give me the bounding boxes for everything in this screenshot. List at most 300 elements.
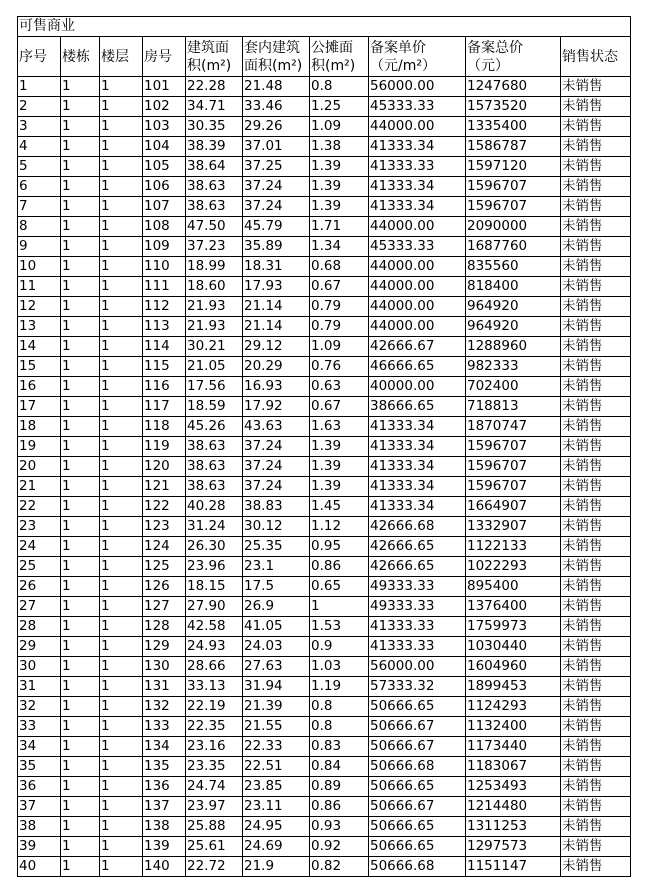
table-cell: 1173440	[466, 737, 561, 757]
table-cell: 1.71	[310, 217, 369, 237]
table-cell: 18.99	[186, 257, 243, 277]
table-cell: 18	[18, 417, 61, 437]
table-cell: 1214480	[466, 797, 561, 817]
table-cell: 23.96	[186, 557, 243, 577]
table-cell: 0.82	[310, 857, 369, 877]
table-cell: 4	[18, 137, 61, 157]
table-cell: 1	[100, 157, 143, 177]
table-cell: 0.76	[310, 357, 369, 377]
table-cell: 1	[100, 637, 143, 657]
table-cell: 35	[18, 757, 61, 777]
table-cell: 9	[18, 237, 61, 257]
table-cell: 0.79	[310, 317, 369, 337]
table-cell: 44000.00	[369, 317, 466, 337]
table-cell: 1596707	[466, 457, 561, 477]
table-cell: 1	[100, 477, 143, 497]
column-header-line2: 积(m²)	[311, 57, 356, 74]
table-cell: 41333.34	[369, 177, 466, 197]
table-cell: 5	[18, 157, 61, 177]
table-cell: 104	[143, 137, 186, 157]
table-cell: 1124293	[466, 697, 561, 717]
table-row	[18, 817, 631, 837]
table-cell: 140	[143, 857, 186, 877]
table-cell: 31.24	[186, 517, 243, 537]
column-header-line2: 面积(m²)	[244, 57, 303, 74]
table-cell: 17.5	[243, 577, 310, 597]
table-cell: 7	[18, 197, 61, 217]
table-cell: 1	[100, 657, 143, 677]
table-cell: 1	[100, 97, 143, 117]
table-cell: 41333.34	[369, 497, 466, 517]
table-cell: 1	[61, 377, 100, 397]
table-cell: 1.39	[310, 457, 369, 477]
table-cell: 1	[61, 757, 100, 777]
table-cell: 118	[143, 417, 186, 437]
table-cell: 40	[18, 857, 61, 877]
table-row	[18, 97, 631, 117]
table-cell: 42666.67	[369, 337, 466, 357]
column-header-line1: 备案单价	[370, 39, 426, 56]
table-cell: 108	[143, 217, 186, 237]
table-cell: 未销售	[561, 457, 631, 477]
table-cell: 50666.67	[369, 797, 466, 817]
table-cell: 未销售	[561, 617, 631, 637]
table-cell: 未销售	[561, 837, 631, 857]
table-cell: 0.8	[310, 77, 369, 97]
table-cell: 3	[18, 117, 61, 137]
table-cell: 19	[18, 437, 61, 457]
table-row	[18, 377, 631, 397]
table-cell: 1	[61, 237, 100, 257]
table-cell: 1	[61, 437, 100, 457]
column-header-line1: 套内建筑	[244, 39, 300, 56]
column-header	[369, 37, 466, 77]
table-row	[18, 597, 631, 617]
table-cell: 37.01	[243, 137, 310, 157]
table-cell: 1	[100, 497, 143, 517]
table-cell: 1	[100, 777, 143, 797]
table-cell: 42666.68	[369, 517, 466, 537]
table-row	[18, 297, 631, 317]
table-cell: 112	[143, 297, 186, 317]
table-cell: 未销售	[561, 477, 631, 497]
table-cell: 43.63	[243, 417, 310, 437]
table-cell: 1.25	[310, 97, 369, 117]
table-cell: 718813	[466, 397, 561, 417]
column-header-line1: 公摊面	[311, 39, 353, 56]
table-cell: 41333.34	[369, 457, 466, 477]
table-cell: 1664907	[466, 497, 561, 517]
table-cell: 1	[310, 597, 369, 617]
table-cell: 1288960	[466, 337, 561, 357]
table-cell: 1	[61, 457, 100, 477]
table-cell: 42666.65	[369, 537, 466, 557]
table-cell: 56000.00	[369, 657, 466, 677]
table-cell: 14	[18, 337, 61, 357]
table-cell: 41333.34	[369, 137, 466, 157]
table-cell: 25.35	[243, 537, 310, 557]
table-cell: 31	[18, 677, 61, 697]
table-row	[18, 717, 631, 737]
table-row	[18, 237, 631, 257]
table-cell: 21.48	[243, 77, 310, 97]
table-cell: 1	[61, 537, 100, 557]
table-cell: 1	[18, 77, 61, 97]
table-cell: 17.92	[243, 397, 310, 417]
table-cell: 25.88	[186, 817, 243, 837]
table-cell: 1	[61, 577, 100, 597]
table-cell: 40000.00	[369, 377, 466, 397]
table-cell: 1	[61, 477, 100, 497]
table-cell: 124	[143, 537, 186, 557]
table-cell: 1122133	[466, 537, 561, 557]
column-header-line2: （元）	[467, 57, 509, 74]
table-row	[18, 777, 631, 797]
table-cell: 1	[100, 417, 143, 437]
table-cell: 50666.68	[369, 857, 466, 877]
table-cell: 未销售	[561, 597, 631, 617]
table-cell: 1	[61, 777, 100, 797]
table-cell: 1	[61, 677, 100, 697]
table-cell: 1	[61, 417, 100, 437]
table-cell: 0.68	[310, 257, 369, 277]
table-cell: 21.9	[243, 857, 310, 877]
table-cell: 24.69	[243, 837, 310, 857]
table-cell: 23.16	[186, 737, 243, 757]
table-cell: 135	[143, 757, 186, 777]
table-cell: 1	[61, 797, 100, 817]
table-cell: 1297573	[466, 837, 561, 857]
table-cell: 未销售	[561, 697, 631, 717]
table-cell: 1	[100, 697, 143, 717]
table-row	[18, 857, 631, 877]
table-cell: 1	[61, 557, 100, 577]
table-cell: 127	[143, 597, 186, 617]
table-cell: 130	[143, 657, 186, 677]
table-row	[18, 417, 631, 437]
table-cell: 未销售	[561, 537, 631, 557]
table-cell: 1	[100, 217, 143, 237]
table-cell: 24.93	[186, 637, 243, 657]
table-cell: 44000.00	[369, 257, 466, 277]
table-cell: 24.95	[243, 817, 310, 837]
table-cell: 11	[18, 277, 61, 297]
column-header	[18, 37, 61, 77]
table-cell: 0.95	[310, 537, 369, 557]
table-cell: 1	[100, 317, 143, 337]
table-cell: 107	[143, 197, 186, 217]
table-cell: 115	[143, 357, 186, 377]
table-cell: 0.9	[310, 637, 369, 657]
table-cell: 0.84	[310, 757, 369, 777]
table-row	[18, 677, 631, 697]
table-cell: 22	[18, 497, 61, 517]
table-cell: 12	[18, 297, 61, 317]
table-cell: 1	[100, 757, 143, 777]
table-cell: 38.63	[186, 437, 243, 457]
table-cell: 23	[18, 517, 61, 537]
table-cell: 未销售	[561, 177, 631, 197]
table-cell: 41333.33	[369, 157, 466, 177]
table-cell: 1	[100, 837, 143, 857]
table-cell: 39	[18, 837, 61, 857]
table-cell: 1597120	[466, 157, 561, 177]
table-cell: 1.39	[310, 157, 369, 177]
table-cell: 982333	[466, 357, 561, 377]
table-cell: 25	[18, 557, 61, 577]
table-cell: 1687760	[466, 237, 561, 257]
column-header-line1: 销售状态	[562, 48, 618, 65]
table-cell: 1.39	[310, 177, 369, 197]
table-cell: 1	[61, 77, 100, 97]
table-cell: 33.13	[186, 677, 243, 697]
table-cell: 1	[61, 317, 100, 337]
table-cell: 139	[143, 837, 186, 857]
table-cell: 120	[143, 457, 186, 477]
table-cell: 26	[18, 577, 61, 597]
table-cell: 21.14	[243, 317, 310, 337]
column-header-line1: 房号	[144, 48, 172, 65]
table-cell: 702400	[466, 377, 561, 397]
table-cell: 32	[18, 697, 61, 717]
table-cell: 24.03	[243, 637, 310, 657]
table-row	[18, 137, 631, 157]
table-cell: 37.24	[243, 197, 310, 217]
table-cell: 1	[100, 457, 143, 477]
table-cell: 10	[18, 257, 61, 277]
table-row	[18, 157, 631, 177]
table-cell: 1	[100, 557, 143, 577]
table-cell: 1	[100, 737, 143, 757]
table-cell: 1	[100, 137, 143, 157]
table-cell: 未销售	[561, 97, 631, 117]
column-header	[561, 37, 631, 77]
table-cell: 117	[143, 397, 186, 417]
column-header	[143, 37, 186, 77]
table-cell: 1332907	[466, 517, 561, 537]
table-cell: 1604960	[466, 657, 561, 677]
table-cell: 24.74	[186, 777, 243, 797]
table-cell: 未销售	[561, 657, 631, 677]
table-cell: 29	[18, 637, 61, 657]
table-cell: 1	[61, 197, 100, 217]
table-cell: 未销售	[561, 517, 631, 537]
table-cell: 38.63	[186, 477, 243, 497]
table-cell: 37.24	[243, 177, 310, 197]
table-row	[18, 117, 631, 137]
table-cell: 未销售	[561, 437, 631, 457]
table-cell: 未销售	[561, 557, 631, 577]
table-cell: 未销售	[561, 497, 631, 517]
table-cell: 1596707	[466, 437, 561, 457]
table-cell: 137	[143, 797, 186, 817]
table-cell: 109	[143, 237, 186, 257]
table-cell: 1.38	[310, 137, 369, 157]
table-cell: 1	[61, 697, 100, 717]
column-header-line1: 楼层	[101, 48, 129, 65]
table-cell: 0.83	[310, 737, 369, 757]
table-cell: 1	[100, 677, 143, 697]
column-header	[310, 37, 369, 77]
table-cell: 138	[143, 817, 186, 837]
table-cell: 0.67	[310, 397, 369, 417]
table-cell: 1	[100, 257, 143, 277]
table-cell: 23.1	[243, 557, 310, 577]
table-cell: 964920	[466, 317, 561, 337]
table-cell: 1.09	[310, 337, 369, 357]
table-cell: 16.93	[243, 377, 310, 397]
table-cell: 110	[143, 257, 186, 277]
table-cell: 44000.00	[369, 277, 466, 297]
table-cell: 28	[18, 617, 61, 637]
table-cell: 50666.67	[369, 737, 466, 757]
table-cell: 1899453	[466, 677, 561, 697]
table-cell: 20.29	[243, 357, 310, 377]
table-cell: 1	[100, 117, 143, 137]
table-cell: 1	[100, 717, 143, 737]
table-cell: 105	[143, 157, 186, 177]
table-cell: 1	[100, 237, 143, 257]
table-cell: 未销售	[561, 317, 631, 337]
table-cell: 1	[61, 497, 100, 517]
table-cell: 1253493	[466, 777, 561, 797]
table-cell: 1151147	[466, 857, 561, 877]
table-cell: 36	[18, 777, 61, 797]
table-cell: 29.12	[243, 337, 310, 357]
table-cell: 1	[100, 517, 143, 537]
table-cell: 1	[61, 277, 100, 297]
table-cell: 0.89	[310, 777, 369, 797]
table-cell: 38.63	[186, 177, 243, 197]
table-cell: 未销售	[561, 277, 631, 297]
table-cell: 未销售	[561, 117, 631, 137]
table-cell: 34	[18, 737, 61, 757]
table-cell: 1759973	[466, 617, 561, 637]
table-cell: 1	[61, 837, 100, 857]
table-cell: 103	[143, 117, 186, 137]
table-cell: 21.39	[243, 697, 310, 717]
table-cell: 1311253	[466, 817, 561, 837]
table-cell: 34.71	[186, 97, 243, 117]
table-cell: 1.39	[310, 477, 369, 497]
table-cell: 0.67	[310, 277, 369, 297]
table-cell: 1	[100, 297, 143, 317]
table-row	[18, 257, 631, 277]
table-cell: 1	[100, 197, 143, 217]
table-cell: 1335400	[466, 117, 561, 137]
table-cell: 0.8	[310, 697, 369, 717]
table-cell: 未销售	[561, 137, 631, 157]
table-cell: 未销售	[561, 357, 631, 377]
table-cell: 1	[100, 337, 143, 357]
table-cell: 未销售	[561, 337, 631, 357]
table-cell: 1	[61, 257, 100, 277]
table-cell: 38	[18, 817, 61, 837]
table-cell: 1	[100, 357, 143, 377]
table-cell: 18.15	[186, 577, 243, 597]
table-cell: 25.61	[186, 837, 243, 857]
table-cell: 38.83	[243, 497, 310, 517]
table-cell: 未销售	[561, 817, 631, 837]
table-cell: 21.55	[243, 717, 310, 737]
table-row	[18, 757, 631, 777]
table-cell: 964920	[466, 297, 561, 317]
table-cell: 1	[100, 77, 143, 97]
table-cell: 1	[61, 857, 100, 877]
table-row	[18, 397, 631, 417]
table-cell: 50666.68	[369, 757, 466, 777]
table-row	[18, 797, 631, 817]
table-row	[18, 497, 631, 517]
table-cell: 1	[100, 817, 143, 837]
column-header	[100, 37, 143, 77]
table-cell: 114	[143, 337, 186, 357]
table-cell: 41333.33	[369, 637, 466, 657]
table-cell: 1	[61, 517, 100, 537]
table-cell: 111	[143, 277, 186, 297]
table-cell: 44000.00	[369, 297, 466, 317]
table-cell: 1	[61, 397, 100, 417]
table-cell: 1.45	[310, 497, 369, 517]
table-cell: 1	[100, 397, 143, 417]
table-cell: 44000.00	[369, 117, 466, 137]
table-cell: 22.33	[243, 737, 310, 757]
table-cell: 1	[100, 577, 143, 597]
table-cell: 1	[61, 357, 100, 377]
table-cell: 29.26	[243, 117, 310, 137]
table-cell: 未销售	[561, 217, 631, 237]
table-cell: 45.79	[243, 217, 310, 237]
table-cell: 未销售	[561, 857, 631, 877]
table-cell: 44000.00	[369, 217, 466, 237]
table-cell: 42666.65	[369, 557, 466, 577]
table-cell: 1030440	[466, 637, 561, 657]
table-cell: 未销售	[561, 157, 631, 177]
table-cell: 未销售	[561, 677, 631, 697]
table-cell: 2	[18, 97, 61, 117]
commercial-units-table	[17, 16, 631, 877]
table-row	[18, 617, 631, 637]
table-cell: 895400	[466, 577, 561, 597]
table-cell: 1.09	[310, 117, 369, 137]
table-cell: 45333.33	[369, 237, 466, 257]
table-cell: 49333.33	[369, 597, 466, 617]
table-cell: 1	[100, 437, 143, 457]
table-cell: 未销售	[561, 637, 631, 657]
table-row	[18, 637, 631, 657]
table-cell: 41333.34	[369, 477, 466, 497]
table-cell: 未销售	[561, 717, 631, 737]
table-cell: 134	[143, 737, 186, 757]
sheet-title: 可售商业	[18, 17, 631, 37]
table-cell: 49333.33	[369, 577, 466, 597]
table-cell: 38666.65	[369, 397, 466, 417]
table-cell: 22.51	[243, 757, 310, 777]
table-cell: 6	[18, 177, 61, 197]
table-cell: 26.30	[186, 537, 243, 557]
table-cell: 1	[100, 597, 143, 617]
table-cell: 37.23	[186, 237, 243, 257]
table-row	[18, 837, 631, 857]
table-cell: 133	[143, 717, 186, 737]
table-cell: 1	[100, 177, 143, 197]
column-header-line2: 积(m²)	[187, 57, 232, 74]
table-cell: 1022293	[466, 557, 561, 577]
table-cell: 1	[100, 857, 143, 877]
table-row	[18, 197, 631, 217]
table-cell: 23.35	[186, 757, 243, 777]
table-cell: 41333.34	[369, 417, 466, 437]
